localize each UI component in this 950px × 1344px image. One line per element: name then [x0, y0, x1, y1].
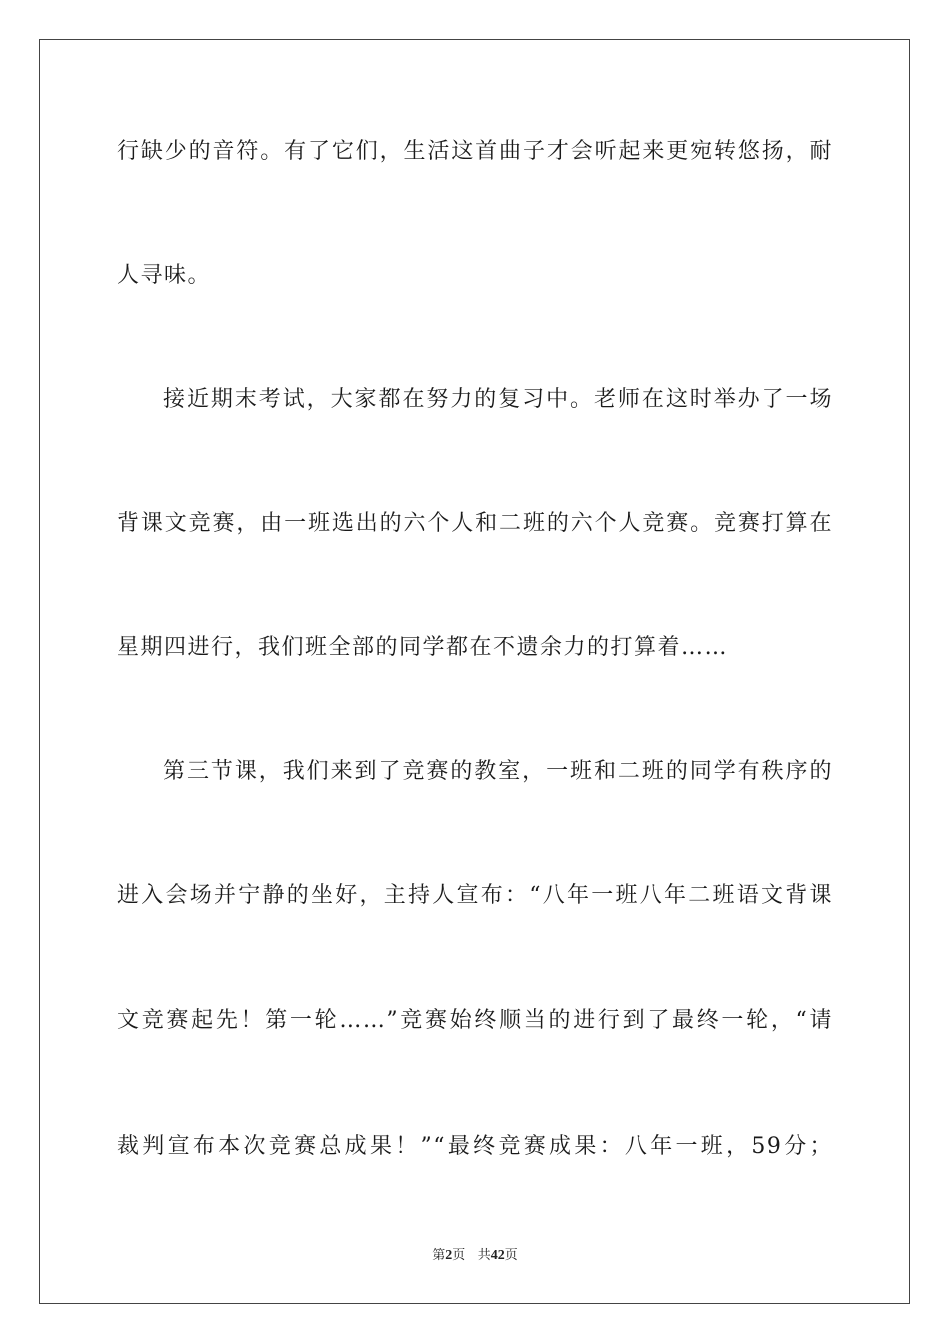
page-label-suffix: 页: [452, 1248, 466, 1263]
page-border: [39, 39, 910, 1304]
body-line-1: 行缺少的音符。有了它们，生活这首曲子才会听起来更宛转悠扬，耐: [117, 139, 833, 164]
body-line-6: 第三节课，我们来到了竞赛的教室，一班和二班的同学有秩序的: [163, 759, 833, 784]
body-line-2: 人寻味。: [117, 263, 212, 288]
body-line-3: 接近期末考试，大家都在努力的复习中。老师在这时举办了一场: [163, 387, 833, 412]
body-line-4: 背课文竞赛，由一班选出的六个人和二班的六个人竞赛。竞赛打算在: [117, 511, 833, 536]
body-line-8: 文竞赛起先！第一轮……”竞赛始终顺当的进行到了最终一轮，“请: [117, 1008, 833, 1033]
total-label-prefix: 共: [477, 1248, 491, 1263]
page-label-prefix: 第: [432, 1248, 446, 1263]
body-line-9: 裁判宣布本次竞赛总成果！”“最终竞赛成果：八年一班，59分；: [117, 1134, 833, 1159]
total-label-suffix: 页: [504, 1248, 518, 1263]
total-page-number: 42: [490, 1248, 505, 1263]
body-line-7: 进入会场并宁静的坐好，主持人宣布：“八年一班八年二班语文背课: [117, 883, 833, 908]
page-footer: [0, 1247, 950, 1265]
current-page-number: 2: [445, 1248, 453, 1263]
body-line-5: 星期四进行，我们班全部的同学都在不遗余力的打算着……: [117, 635, 729, 660]
